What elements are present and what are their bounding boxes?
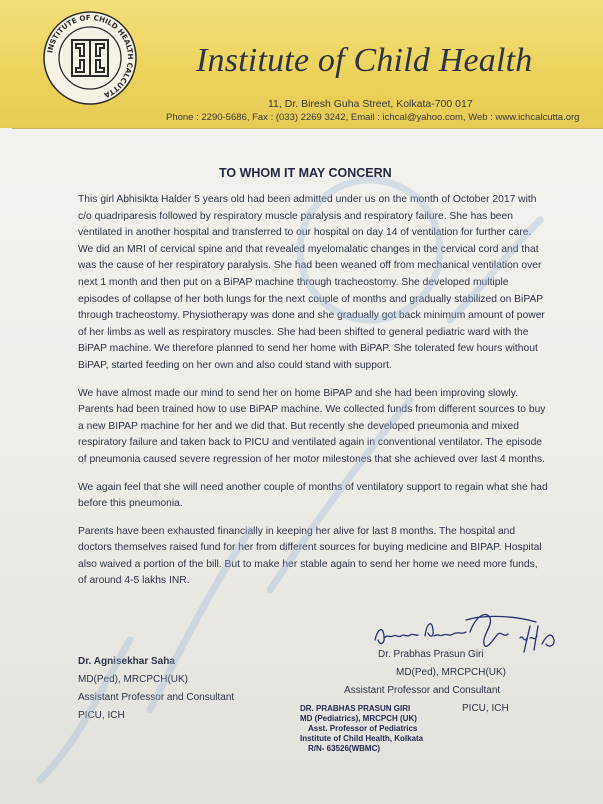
signatory-left bbox=[78, 653, 234, 725]
doctor-stamp bbox=[300, 704, 423, 754]
signatory-right-unit: PICU, ICH bbox=[462, 703, 509, 714]
stamp-institute: Institute of Child Health, Kolkata bbox=[300, 734, 424, 743]
signatory-right-name: Dr. Prabhas Prasun Giri bbox=[378, 649, 484, 660]
paragraph-home-bipap: We have almost made our mind to send her on home BiPAP and she had been improving slowly. Parents had been trained how to use BiPAP machine. We collected funds from different sources to buy a new BIPAP machine for her and we did that. But recently she developed pneumonia and mixed respiratory failure and taken back to PICU and ventilated again in conventional ventilator. The episode of pneumonia caused severe regression of her motor milestones that she achieved over last 4 months. bbox=[78, 387, 546, 465]
signatory-left-qualification: MD(Ped), MRCPCH(UK) bbox=[78, 674, 188, 685]
letterhead-divider bbox=[12, 128, 603, 129]
stamp-name: DR. PRABHAS PRASUN GIRI bbox=[300, 704, 411, 713]
signatory-left-unit: PICU, ICH bbox=[78, 710, 125, 721]
institute-logo-icon bbox=[42, 10, 138, 106]
paragraph-ventilatory-support: We again feel that she will need another couple of months of ventilatory support to regain what she had before this pneumonia. bbox=[78, 481, 548, 510]
paragraph-admission: This girl Abhisikta Halder 5 years old had been admitted under us on the month of October 2017 with c/o quadriparesis followed by respiratory muscle paralysis and respiratory failure. She has been ventilated in another hospital and transferred to our hospital on day 14 of ventilation for further care. We did an MRI of cervical spine and that revealed myelomalatic changes in the cervical cord and that was the cause of her respiratory paralysis. She had been weaned off from mechanical ventilation over next 1 month and then put on a BiPAP machine through tracheostomy. She developed multiple episodes of collapse of her both lungs for the next couple of months and gradually stabilized on BiPAP through tracheostomy. Physiotherapy was done and she gradually got back minimum amount of power of her limbs as well as respiratory muscles. She had been shifted to general pediatric ward with the BiPAP machine. We therefore planned to send her home with BiPAP. She tolerated few hours without BiPAP, started feeding on her own and also could stand with support. bbox=[78, 194, 545, 371]
stamp-qualification: MD (Pediatrics), MRCPCH (UK) bbox=[300, 714, 417, 723]
paragraph-funds-request: Parents have been exhausted financially in keeping her alive for last 8 months. The hospital and doctors themselves raised fund for her from different sources for buying medicine and BIPAP. Hospital also waived a portion of the bill. But to make her stable again to send her home we need more funds, of around 4-5 lakhs INR. bbox=[78, 525, 542, 587]
signatory-left-name: Dr. Agnisekhar Saha bbox=[78, 656, 175, 667]
signatory-right-qualification: MD(Ped), MRCPCH(UK) bbox=[396, 667, 506, 678]
institute-contact: Phone : 2290-5686, Fax : (033) 2269 3242, Email : ichcal@yahoo.com, Web : www.ichcalcutta.org bbox=[166, 112, 580, 123]
svg-text:INSTITUTE OF CHILD HEALTH CALC: INSTITUTE OF CHILD HEALTH CALCUTTA bbox=[45, 12, 136, 100]
institute-address: 11, Dr. Biresh Guha Street, Kolkata-700 017 bbox=[268, 98, 473, 110]
institute-name: Institute of Child Health bbox=[196, 42, 533, 79]
letter-body bbox=[78, 192, 548, 601]
stamp-designation: Asst. Professor of Pediatrics bbox=[308, 724, 418, 733]
signatory-left-designation: Assistant Professor and Consultant bbox=[78, 692, 235, 703]
stamp-registration: R/N- 63526(WBMC) bbox=[308, 744, 381, 753]
signatory-right-designation: Assistant Professor and Consultant bbox=[344, 685, 501, 696]
letter-heading: TO WHOM IT MAY CONCERN bbox=[219, 166, 392, 180]
